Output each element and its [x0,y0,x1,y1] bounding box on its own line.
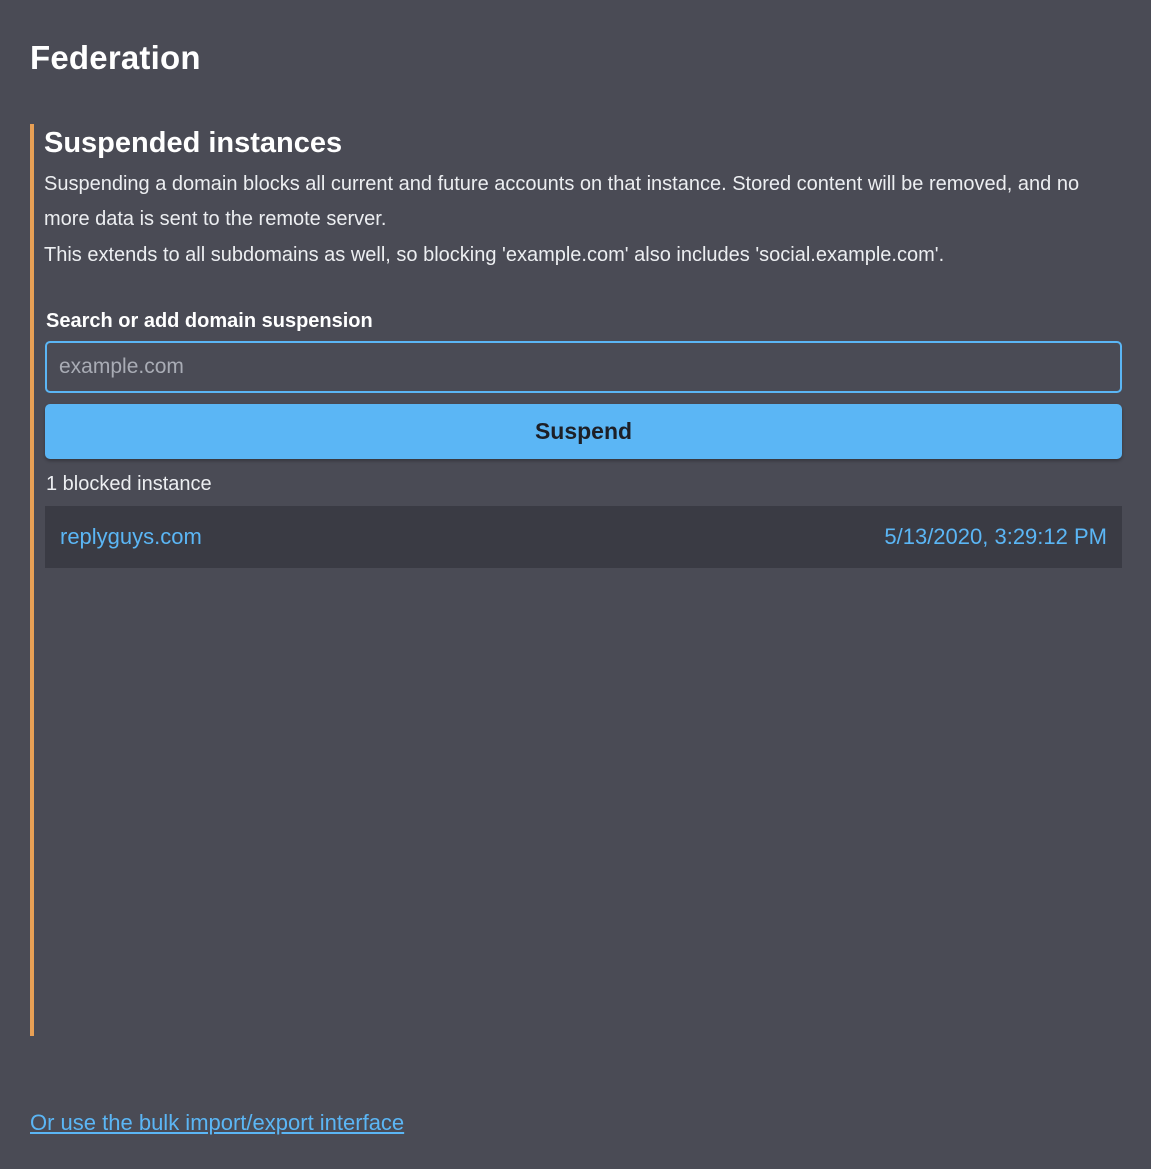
page-title: Federation [30,39,201,76]
instance-domain-link[interactable]: replyguys.com [60,523,202,549]
blocked-instance-count: 1 blocked instance [46,472,212,495]
table-row[interactable] [45,506,1122,568]
suspended-instances-panel [30,124,1121,1036]
panel-heading: Suspended instances [44,126,343,159]
panel-description-line-1: Suspending a domain blocks all current and future accounts on that instance. Stored content will be removed, and no more data is sent to the remote server. [44,172,1080,231]
domain-field-label: Search or add domain suspension [46,309,373,332]
instance-blocked-date: 5/13/2020, 3:29:12 PM [884,523,1107,549]
domain-search-input[interactable] [45,341,1122,393]
panel-description [44,167,1109,274]
suspend-button[interactable]: Suspend [45,404,1122,459]
panel-description-line-2: This extends to all subdomains as well, so blocking 'example.com' also includes 'social.example.com'. [44,243,945,266]
bulk-import-export-link[interactable]: Or use the bulk import/export interface [30,1110,405,1135]
